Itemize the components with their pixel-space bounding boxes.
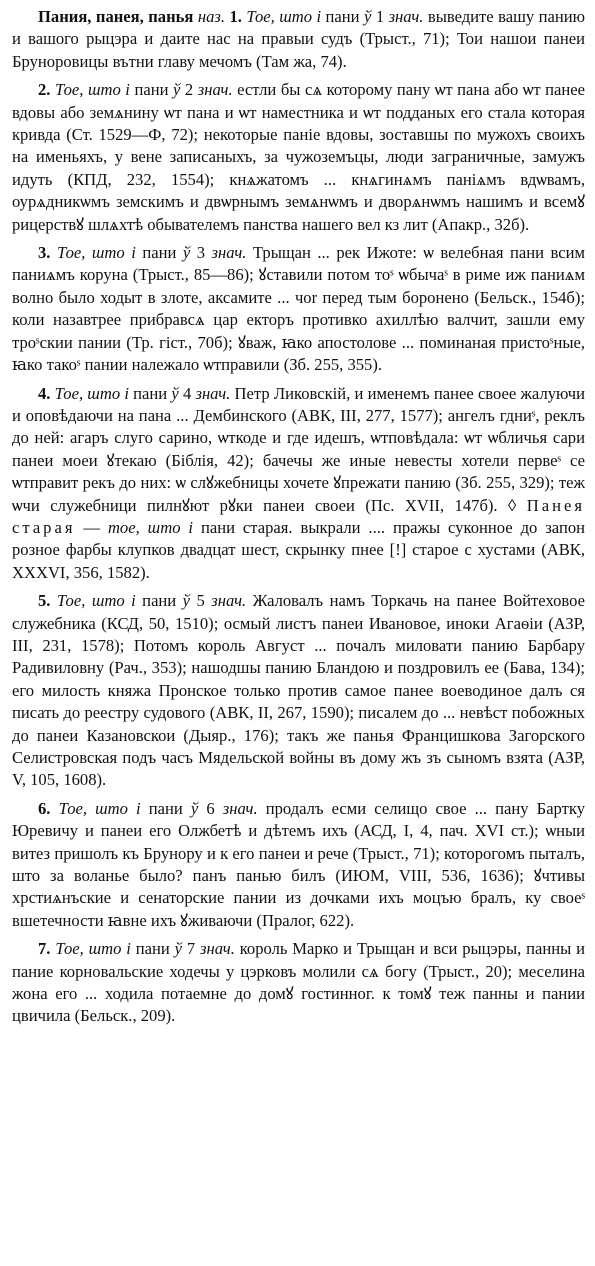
italic-label: Тое, што і xyxy=(54,383,129,403)
entry-7 xyxy=(12,938,585,1028)
entry-text: пани xyxy=(140,798,191,818)
sense-number: 5. xyxy=(38,591,57,611)
italic-label: ў xyxy=(171,383,179,403)
italic-label: Тое, што і xyxy=(55,939,131,959)
italic-label: ў xyxy=(182,243,191,263)
entry-text: пани xyxy=(128,383,172,403)
italic-label: знач. xyxy=(200,939,235,959)
sense-number: 3. xyxy=(38,243,57,263)
entry-text: Трыщан ... рек Ижоте: ѡ велебная пани всим паниѧмъ коруна (Трыст., 85—86); ꙋставили потом тоˢ ѡбычаˢ в риме иж паниѧм волно было ходыт в злоте, аксамите ... чоr перед тым боронено (Бельск., 154б); коли назавтрее прибравсѧ цар екторъ противко ахиллѣю валчит, зашли ему троˢскии пании (Тр. гіст., 70б); ꙋваж, ꙗко апостолове ... поминаная пристоˢные, ꙗко такоˢ пании належало ѡтправили (Зб. 255, 355). xyxy=(12,243,586,375)
entry-text: 1 xyxy=(371,7,389,26)
sense-number: 6. xyxy=(38,798,59,818)
italic-label: ў xyxy=(174,939,182,959)
sense-number: 7. xyxy=(38,939,56,959)
entry-text: 3 xyxy=(190,243,212,263)
entry-text: 5 xyxy=(190,591,212,611)
headword: Пания, панея, панья xyxy=(38,7,194,26)
entry-text: Петр Ликовскій, и именемъ панее своее жалуючи и оповѣдаючи на пана ... Дембинского (АВК, III, 277, 1577); ангелъ гдниˢ, реклъ до ней: агаръ слуго сарино, ѡткоде и где идешъ, ѡтповѣдала: ѡт ѡбличья сари панеи моеи ꙋтекаю (Біблія, 42); бачечы же иные невесты хотели первеˢ се ѡтправит рекъ до них: ѡ слꙋжебницы хочете ꙋпрежати панию (Зб. 255, 329); теж ѡчи служебници пилнꙋют рꙋки панеи своеи (Пс. XVII, 147б). ◊ xyxy=(12,383,586,515)
sense-number: 4. xyxy=(38,383,55,403)
entry-4 xyxy=(12,383,585,585)
entry-text: пани xyxy=(129,80,174,100)
italic-label: знач. xyxy=(211,591,247,611)
italic-label: Тое, што і xyxy=(246,7,322,26)
entry-text: продалъ есми селищо свое ... пану Бартку Юревичу и панеи его Олжбетѣ и дѣтемъ ихъ (АСД, I, 4, пач. XVI ст.); ѡныи витез пришолъ къ Брунору и к его панеи и рече (Трыст., 71); которогомъ пыталъ, што за воланье было? панъ панью билъ (ИЮМ, VIII, 536, 1636); ꙋчтивы хрстиѧнъские и сенаторские пании из дочками ихъ моцъю бралъ, ку своеˢ вшетечности ꙗвне ихъ ꙋживаючи (Пралог, 622). xyxy=(12,798,586,930)
entry-text: 6 xyxy=(198,798,223,818)
italic-label: Тое, што і xyxy=(54,80,130,100)
entry-3 xyxy=(12,242,585,376)
entry-text: пани xyxy=(135,591,183,611)
spaced-phrase: Панея старая xyxy=(12,495,585,537)
entry-text: — xyxy=(75,517,108,537)
entry-text: выведите вашу панию и вашого рыцэра и даите нас на правыи судъ (Трыст., 71); Тои нашои панеи Бруноровицы вътни главу мечомъ (Там жа, 74). xyxy=(12,7,586,71)
entry-text: 4 xyxy=(178,383,196,403)
italic-label: знач. xyxy=(222,798,258,818)
entry-5 xyxy=(12,590,585,792)
italic-label: наз. xyxy=(193,7,230,26)
entry-text: король Марко и Трыщан и вси рыцэры, панны и пание корновальские ходечы у цэрковъ молили сѧ богу (Трыст., 20); меселина жона его ... ходила потаемне до домꙋ гостинног. к томꙋ теж панны и пании цвичила (Бельск., 209). xyxy=(12,939,586,1026)
entry-text: пани xyxy=(130,939,175,959)
italic-label: Тое, што і xyxy=(56,243,136,263)
italic-label: знач. xyxy=(197,80,233,100)
entry-text: 7 xyxy=(181,939,200,959)
italic-label: знач. xyxy=(388,7,424,26)
italic-label: ў xyxy=(182,591,191,611)
italic-label: Тое, што і xyxy=(56,591,136,611)
entry-text: Жаловалъ намъ Торкачь на панее Войтеховое служебника (КСД, 50, 1510); осмый листъ панеи Ивановое, иноки Агаѳіи (АЗР, III, 231, 1578); Потомъ король Август ... почалъ миловати панию Барбару Радивиловну (Рач., 353); нашодшы панию Бландою и поздровилъ ее (Бава, 134); его милость княжа Пронское только против самое панее воеводиное далъ ся писать до реестру судового (АВК, II, 267, 1590); писалем до ... невѣст побожных до панеи Казановскои (Дыяр., 176); такъ же панья Францишкова Загорского Селистровская подъ часъ Мядельской войны въ дому жъ зъ сыномъ взята (АЗР, V, 105, 1608). xyxy=(12,591,586,790)
italic-label: Тое, што і xyxy=(58,798,141,818)
italic-label: ў xyxy=(190,798,199,818)
entry-2 xyxy=(12,79,585,236)
entry-text: пани xyxy=(135,243,183,263)
entry-text: пани xyxy=(321,7,364,26)
entry-text: 2 xyxy=(180,80,198,100)
italic-label: знач. xyxy=(195,383,231,403)
entry-6 xyxy=(12,798,585,932)
italic-label: ў xyxy=(173,80,181,100)
entry-text: естли бы сѧ которому пану ѡт пана або ѡт панее вдовы або земѧнину ѡт пана и ѡт наместника и ѡт подданых его стала которая кривда (Ст. 1529—Ф, 72); некоторые паніе вдовы, зоставшы по мужохъ своихъ на именьяхъ, у вене записаныхъ, за чужоземъцы, люди заграничные, замужъ идуть (КПД, 232, 1554); кнѧжатомъ ... кнѧгинѧмъ паніѧмъ вдѡвамъ, оурѧдникѡмъ земскимъ и двѡрнымъ земѧнѡмъ и дворѧнѡмъ нашимъ и всемꙋ рицерствꙋ шлѧхтѣ обывателемъ панства нашего вел кз лит (Апакр., 32б). xyxy=(12,80,585,234)
italic-label: ў xyxy=(364,7,372,26)
italic-label: знач. xyxy=(211,243,247,263)
sense-number: 1. xyxy=(229,7,247,26)
entry-1 xyxy=(12,6,585,73)
italic-label: тое, што і xyxy=(107,517,194,537)
entry-text: пани старая. выкрали .... пражы суконное до запон розное фарбы клупков двадцат шест, скрынку пнее [!] старое с хустами (АВК, XXXVI, 356, 1582). xyxy=(12,517,586,582)
sense-number: 2. xyxy=(38,80,55,100)
